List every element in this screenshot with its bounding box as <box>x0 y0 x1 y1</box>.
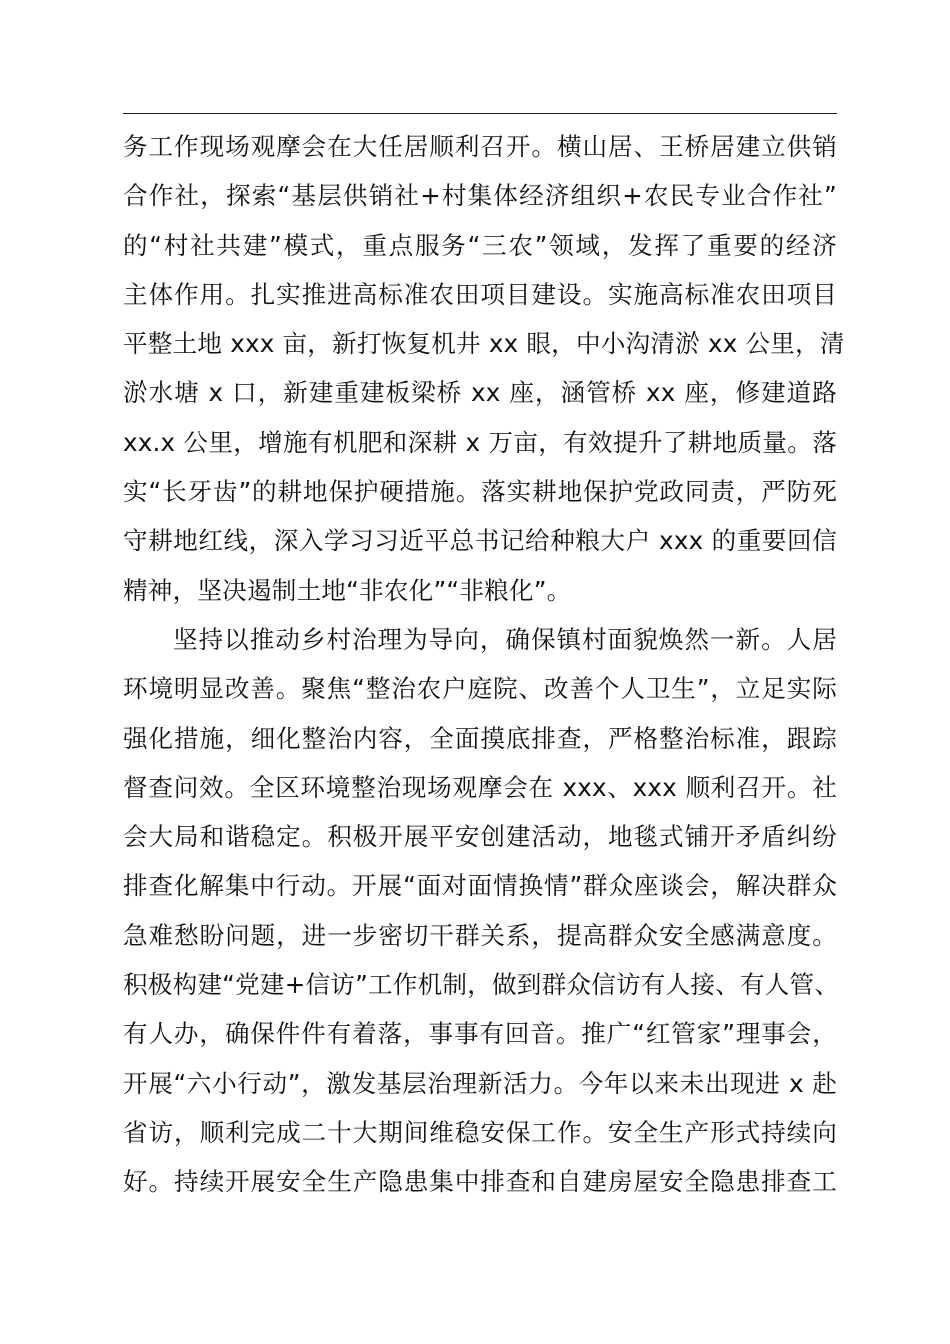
paragraph-continued <box>123 122 845 615</box>
text-line: 平整土地 xxx 亩，新打恢复机井 xx 眼，中小沟清淤 xx 公里，清 <box>123 329 845 359</box>
document-body <box>123 122 845 1207</box>
text-line: 主体作用。扎实推进高标准农田项目建设。实施高标准农田项目 <box>123 279 837 309</box>
text-line: 好。持续开展安全生产隐患集中排查和自建房屋安全隐患排查工 <box>123 1167 837 1197</box>
text-line: 开展“六小行动”，激发基层治理新活力。今年以来未出现进 x 赴 <box>123 1068 837 1098</box>
text-line: 会大局和谐稳定。积极开展平安创建活动，地毯式铺开矛盾纠纷 <box>123 822 837 852</box>
text-line: 的“村社共建”模式，重点服务“三农”领域，发挥了重要的经济 <box>123 230 837 260</box>
text-line: 督查问效。全区环境整治现场观摩会在 xxx、xxx 顺利召开。社 <box>123 772 837 802</box>
text-line: 有人办，确保件件有着落，事事有回音。推广“红管家”理事会， <box>123 1019 837 1049</box>
paragraph-rural-governance <box>123 615 840 1207</box>
text-line: 省访，顺利完成二十大期间维稳安保工作。安全生产形式持续向 <box>123 1117 837 1147</box>
header-rule <box>123 113 837 114</box>
text-line: 精神，坚决遏制土地“非农化”“非粮化”。 <box>123 575 572 605</box>
text-line: 坚持以推动乡村治理为导向，确保镇村面貌焕然一新。人居 <box>173 624 837 654</box>
text-line: 守耕地红线，深入学习习近平总书记给种粮大户 xxx 的重要回信 <box>123 526 837 556</box>
text-line: 淤水塘 x 口，新建重建板梁桥 xx 座，涵管桥 xx 座，修建道路 <box>123 378 837 408</box>
text-line: 强化措施，细化整治内容，全面摸底排查，严格整治标准，跟踪 <box>123 723 837 753</box>
text-line: 急难愁盼问题，进一步密切干群关系，提高群众安全感满意度。 <box>123 920 837 950</box>
text-line: 实“长牙齿”的耕地保护硬措施。落实耕地保护党政同责，严防死 <box>123 477 837 507</box>
text-line: 环境明显改善。聚焦“整治农户庭院、改善个人卫生”，立足实际 <box>123 674 837 704</box>
text-line: 务工作现场观摩会在大任居顺利召开。横山居、王桥居建立供销 <box>123 132 837 161</box>
text-line: xx.x 公里，增施有机肥和深耕 x 万亩，有效提升了耕地质量。落 <box>123 427 837 457</box>
text-line: 积极构建“党建+信访”工作机制，做到群众信访有人接、有人管、 <box>123 970 840 1000</box>
text-line: 合作社，探索“基层供销社+村集体经济组织+农民专业合作社” <box>123 181 837 211</box>
text-line: 排查化解集中行动。开展“面对面情换情”群众座谈会，解决群众 <box>123 871 837 901</box>
